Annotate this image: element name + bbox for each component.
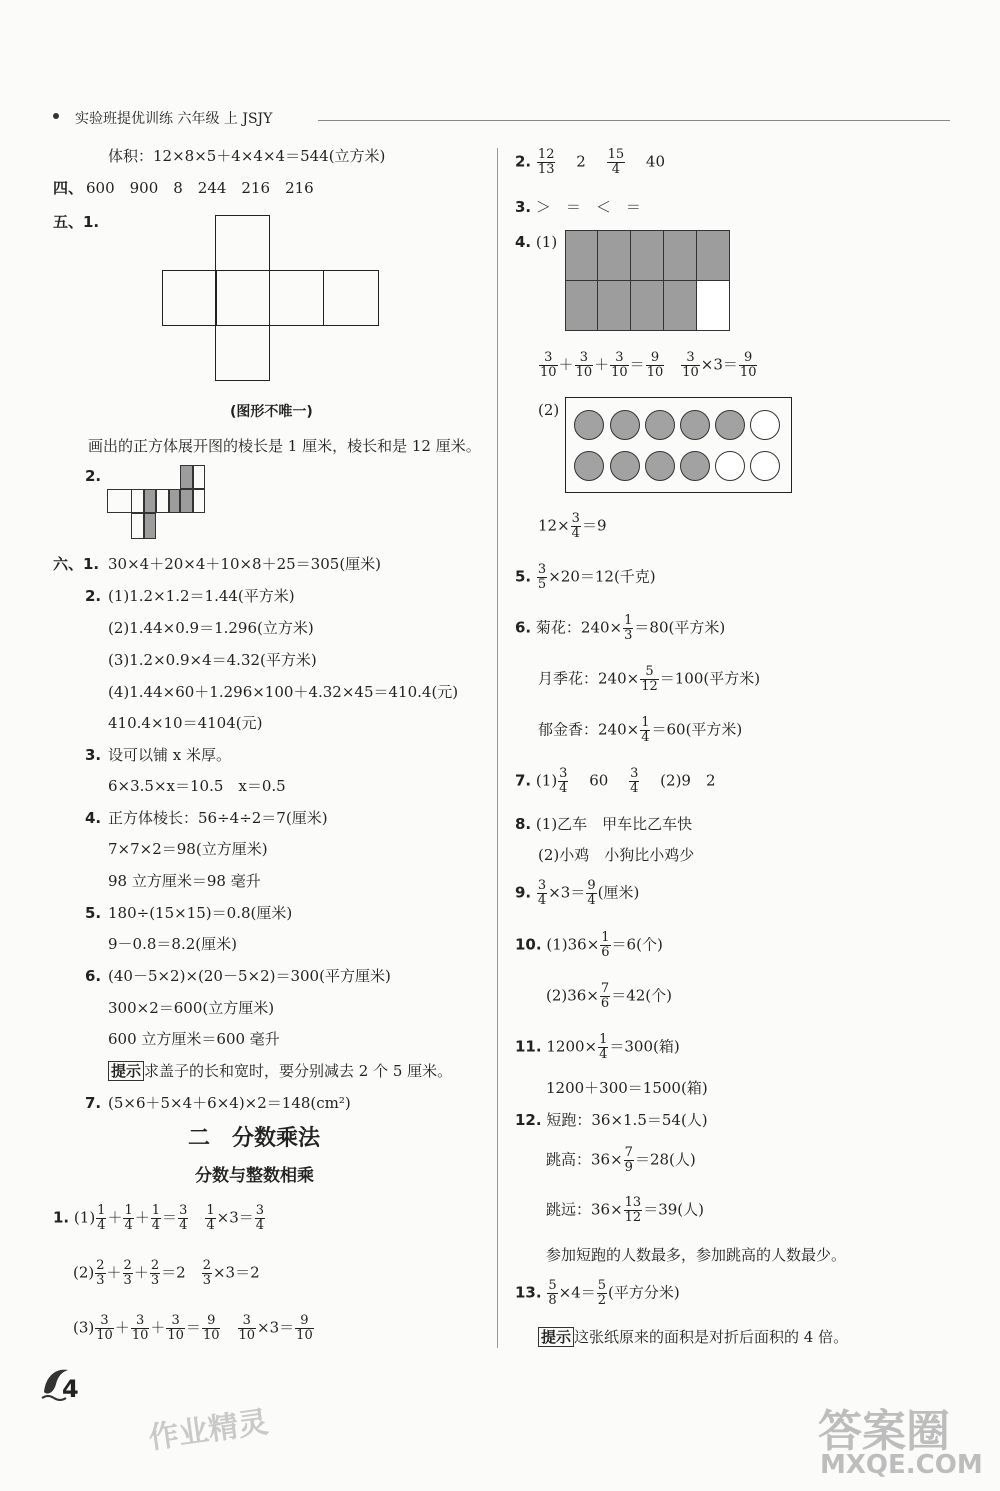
s6-4-num: 4.: [85, 809, 102, 827]
r8b-row: (2)小鸡 小狗比小鸡少: [538, 846, 695, 864]
fraction: $\frac{2}{3}$: [202, 1258, 211, 1288]
fraction: $\frac{1}{4}$: [599, 1032, 608, 1062]
r4-eq-row: $\frac{3}{10}$ ＋ $\frac{3}{10}$ ＋ $\frac{3}{10}$ ＝ $\frac{9}{10}$ $\frac{3}{10}$ ×3＝ $\frac{9}{10}$: [540, 350, 757, 380]
s6-2-num: 2.: [85, 587, 102, 605]
header-dot: [53, 113, 59, 119]
fraction: $\frac{12}{13}$: [537, 147, 555, 177]
s6-6b: 300×2＝600(立方厘米): [108, 999, 275, 1017]
r12c-row: 跳远：36× $\frac{13}{12}$ ＝39(人): [546, 1195, 704, 1225]
section-5-num: 五、1.: [53, 213, 100, 231]
fraction: $\frac{3}{4}$: [630, 766, 639, 796]
fraction: $\frac{7}{6}$: [600, 981, 610, 1011]
fraction: $\frac{15}{4}$: [607, 147, 625, 177]
fraction: $\frac{3}{4}$: [559, 766, 568, 796]
s6-4c: 98 立方厘米＝98 毫升: [108, 872, 261, 890]
fraction: $\frac{1}{4}$: [641, 715, 650, 745]
s6-5a: 180÷(15×15)＝0.8(厘米): [108, 904, 293, 922]
s6-2d: (4)1.44×60＋1.296×100＋4.32×45＝410.4(元): [108, 683, 459, 701]
fraction: $\frac{3}{10}$: [682, 350, 699, 380]
r11b-row: 1200＋300＝1500(箱): [546, 1079, 708, 1097]
chapter-title: 二 分数乘法: [188, 1126, 321, 1151]
volume-line: 体积：12×8×5＋4×4×4＝544(立方米): [108, 147, 386, 165]
s6-5b: 9－0.8＝8.2(厘米): [108, 935, 237, 953]
tip-text: 这张纸原来的面积是对折后面积的 4 倍。: [574, 1328, 849, 1346]
fraction: $\frac{7}{9}$: [624, 1145, 633, 1175]
fraction: $\frac{9}{4}$: [587, 878, 596, 908]
fraction: $\frac{3}{4}$: [571, 511, 580, 541]
tip-text: 求盖子的长和宽时，要分别减去 2 个 5 厘米。: [144, 1062, 453, 1080]
fraction: $\frac{3}{10}$: [131, 1313, 149, 1343]
q1b-pre: (2): [73, 1263, 95, 1282]
q1a-row: 1. (1) $\frac{1}{4}$ ＋ $\frac{1}{4}$ ＋ $\frac{1}{4}$ ＝ $\frac{3}{4}$ $\frac{1}{4}$ ×3＝ $\frac{3}{4}$: [53, 1203, 265, 1233]
r6c-row: 郁金香：240× $\frac{1}{4}$ ＝60(平方米): [538, 715, 743, 745]
r13-tip: [538, 1327, 848, 1347]
s6-7: (5×6＋5×4＋6×4)×2＝148(cm²): [108, 1094, 351, 1112]
fraction: $\frac{3}{10}$: [575, 350, 593, 380]
fraction: $\frac{3}{10}$: [611, 350, 628, 380]
r2-row: 2. $\frac{12}{13}$ 2 $\frac{15}{4}$ 40: [515, 147, 665, 177]
q1-num: 1.: [53, 1208, 70, 1227]
fraction: $\frac{1}{6}$: [601, 930, 610, 960]
fraction: $\frac{5}{8}$: [548, 1278, 557, 1308]
tip-label: 提示: [108, 1061, 144, 1081]
s6-2e: 410.4×10＝4104(元): [108, 714, 263, 732]
fraction: $\frac{5}{12}$: [641, 664, 658, 694]
r12d-row: 参加短跑的人数最多，参加跳高的人数最少。: [546, 1246, 847, 1264]
r10b-row: (2)36× $\frac{7}{6}$ ＝42(个): [546, 981, 672, 1011]
fraction: $\frac{3}{4}$: [255, 1203, 265, 1233]
r8a-row: 8. (1)乙车 甲车比乙车快: [515, 815, 693, 833]
s6-6a: (40－5×2)×(20－5×2)＝300(平方厘米): [108, 967, 391, 985]
s6-4a: 正方体棱长：56÷4÷2＝7(厘米): [108, 809, 328, 827]
edge-sum-line: 画出的正方体展开图的棱长是 1 厘米，棱长和是 12 厘米。: [88, 437, 481, 455]
fraction: $\frac{1}{3}$: [624, 613, 633, 643]
s6-2c: (3)1.2×0.9×4＝4.32(平方米): [108, 651, 317, 669]
q1b-row: (2) $\frac{2}{3}$ ＋ $\frac{2}{3}$ ＋ $\frac{2}{3}$ ＝2 $\frac{2}{3}$ ×3＝2: [73, 1258, 260, 1288]
s6-3a: 设可以铺 x 米厚。: [108, 746, 231, 764]
watermark: 作业精灵: [146, 1404, 271, 1457]
section-6-num: 六、1.: [53, 555, 100, 573]
s6-5-num: 5.: [85, 904, 102, 922]
fraction: $\frac{13}{12}$: [624, 1195, 642, 1225]
column-divider: [497, 148, 498, 1348]
r12a-row: 12. 短跑：36×1.5＝54(人): [515, 1111, 708, 1129]
r6b-row: 月季花：240× $\frac{5}{12}$ ＝100(平方米): [538, 664, 761, 694]
fraction: $\frac{2}{3}$: [123, 1258, 132, 1288]
r7-row: 7. (1) $\frac{3}{4}$ 60 $\frac{3}{4}$ (2)9 2: [515, 766, 716, 796]
fraction: $\frac{3}{5}$: [537, 562, 547, 592]
item-2-num: 2.: [85, 467, 102, 485]
q1c-pre: (3): [73, 1318, 95, 1337]
watermark-logo: 答案圈: [818, 1406, 950, 1457]
s6-6-num: 6.: [85, 967, 102, 985]
s6-6c: 600 立方厘米＝600 毫升: [108, 1030, 280, 1048]
s6-2b: (2)1.44×0.9＝1.296(立方米): [108, 619, 314, 637]
page-number: 4: [62, 1375, 79, 1403]
fraction: $\frac{9}{10}$: [739, 350, 757, 380]
r4-c-row: 12× $\frac{3}{4}$ ＝9: [538, 511, 607, 541]
r11a-row: 11. 1200× $\frac{1}{4}$ ＝300(箱): [515, 1032, 680, 1062]
s6-3b: 6×3.5×x＝10.5 x＝0.5: [108, 777, 286, 795]
fraction: $\frac{3}{4}$: [179, 1203, 188, 1233]
fraction: $\frac{2}{3}$: [96, 1258, 105, 1288]
fraction: $\frac{2}{3}$: [150, 1258, 160, 1288]
fraction: $\frac{3}{10}$: [540, 350, 557, 380]
header-rule: [318, 120, 950, 121]
q1a-pre: (1): [73, 1208, 96, 1227]
fraction: $\frac{9}{10}$: [296, 1313, 313, 1343]
s6-2a: (1)1.2×1.2＝1.44(平方米): [108, 587, 295, 605]
fraction: $\frac{1}{4}$: [151, 1203, 161, 1233]
fraction: $\frac{9}{10}$: [202, 1313, 220, 1343]
fraction: $\frac{9}{10}$: [646, 350, 664, 380]
fraction: $\frac{3}{10}$: [238, 1313, 256, 1343]
header-title: 实验班提优训练 六年级 上 JSJY: [75, 111, 273, 127]
fraction: $\frac{1}{4}$: [97, 1203, 106, 1233]
r13-row: 13. $\frac{5}{8}$ ×4＝ $\frac{5}{2}$ (平方分米): [515, 1278, 680, 1308]
s6-7-num: 7.: [85, 1094, 102, 1112]
r6a-row: 6. 菊花：240× $\frac{1}{3}$ ＝80(平方米): [515, 613, 726, 643]
watermark-url: MXQE.COM: [820, 1450, 983, 1480]
s6-4b: 7×7×2＝98(立方厘米): [108, 840, 268, 858]
section-4-answers: 600 900 8 244 216 216: [86, 179, 314, 197]
fraction: $\frac{5}{2}$: [597, 1278, 607, 1308]
section-4-num: 四、: [53, 179, 84, 197]
q1c-row: (3) $\frac{3}{10}$ ＋ $\frac{3}{10}$ ＋ $\frac{3}{10}$ ＝ $\frac{9}{10}$ $\frac{3}{10}$ ×3＝ $\frac{9}{10}$: [73, 1313, 313, 1343]
fraction: $\frac{3}{10}$: [96, 1313, 113, 1343]
figure-caption: (图形不唯一): [230, 404, 313, 420]
section-title: 分数与整数相乘: [195, 1166, 314, 1186]
r10a-row: 10. (1)36× $\frac{1}{6}$ ＝6(个): [515, 930, 663, 960]
r5-row: 5. $\frac{3}{5}$ ×20＝12(千克): [515, 562, 656, 592]
fraction: $\frac{1}{4}$: [124, 1203, 133, 1233]
s6-1-answer: 30×4＋20×4＋10×8＋25＝305(厘米): [108, 555, 382, 573]
r4-row: 4. (1): [515, 233, 558, 251]
s6-6-tip: [108, 1061, 452, 1081]
fraction: $\frac{3}{10}$: [167, 1313, 184, 1343]
r12b-row: 跳高：36× $\frac{7}{9}$ ＝28(人): [546, 1145, 696, 1175]
fraction: $\frac{3}{4}$: [537, 878, 547, 908]
r9-row: 9. $\frac{3}{4}$ ×3＝ $\frac{9}{4}$ (厘米): [515, 878, 640, 908]
r4-b-label: (2): [538, 401, 560, 419]
r3-row: 3. ＞ ＝ ＜ ＝: [515, 198, 641, 216]
fraction: $\frac{1}{4}$: [206, 1203, 215, 1233]
s6-3-num: 3.: [85, 746, 102, 764]
tip-label: 提示: [538, 1327, 574, 1347]
